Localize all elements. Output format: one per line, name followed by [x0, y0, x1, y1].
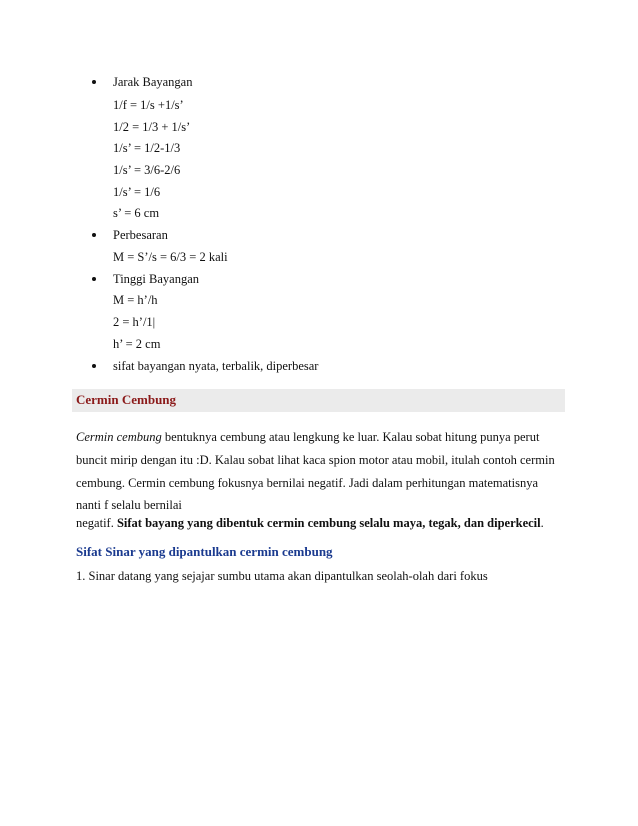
formula-line: h’ = 2 cm	[113, 337, 161, 351]
paragraph-line	[76, 515, 566, 531]
numbered-item: 1. Sinar datang yang sejajar sumbu utama akan dipantulkan seolah-olah dari fokus	[76, 569, 488, 583]
subheading: Sifat Sinar yang dipantulkan cermin cembung	[76, 544, 333, 559]
formula-line: M = S’/s = 6/3 = 2 kali	[113, 250, 228, 264]
formula-line: M = h’/h	[113, 293, 158, 307]
paragraph-text: .	[540, 516, 544, 530]
formula-line: 1/s’ = 1/2-1/3	[113, 141, 181, 155]
paragraph-line: buncit mirip dengan itu :D. Kalau sobat lihat kaca spion motor atau mobil, itulah contoh cermin	[76, 453, 555, 467]
formula-line: 1/s’ = 3/6-2/6	[113, 163, 181, 177]
formula-line: 1/s’ = 1/6	[113, 185, 161, 199]
paragraph-line	[76, 429, 566, 445]
paragraph-line: cembung. Cermin cembung fokusnya bernilai negatif. Jadi dalam perhitungan matematisnya	[76, 476, 539, 490]
list-item-label: Tinggi Bayangan	[113, 272, 199, 286]
bold-statement: Sifat bayang yang dibentuk cermin cembung selalu maya, tegak, dan diperkecil	[116, 516, 541, 530]
list-item-label: Jarak Bayangan	[113, 75, 193, 89]
formula-line: 2 = h’/1|	[113, 315, 156, 329]
section-heading: Cermin Cembung	[76, 392, 177, 407]
bullet-icon	[92, 80, 96, 84]
list-item-label: sifat bayangan nyata, terbalik, diperbesar	[113, 359, 319, 373]
bullet-icon	[92, 364, 96, 368]
list-item-label: Perbesaran	[113, 228, 168, 242]
italic-term: Cermin cembung	[76, 430, 162, 444]
paragraph-text: bentuknya cembung atau lengkung ke luar. Kalau sobat hitung punya perut	[161, 430, 540, 444]
bullet-icon	[92, 233, 96, 237]
formula-line: s’ = 6 cm	[113, 206, 160, 220]
paragraph-line: nanti f selalu bernilai	[76, 498, 182, 512]
formula-line: 1/f = 1/s +1/s’	[113, 98, 184, 112]
paragraph-text: negatif.	[76, 516, 117, 530]
bullet-icon	[92, 277, 96, 281]
formula-line: 1/2 = 1/3 + 1/s’	[113, 120, 191, 134]
